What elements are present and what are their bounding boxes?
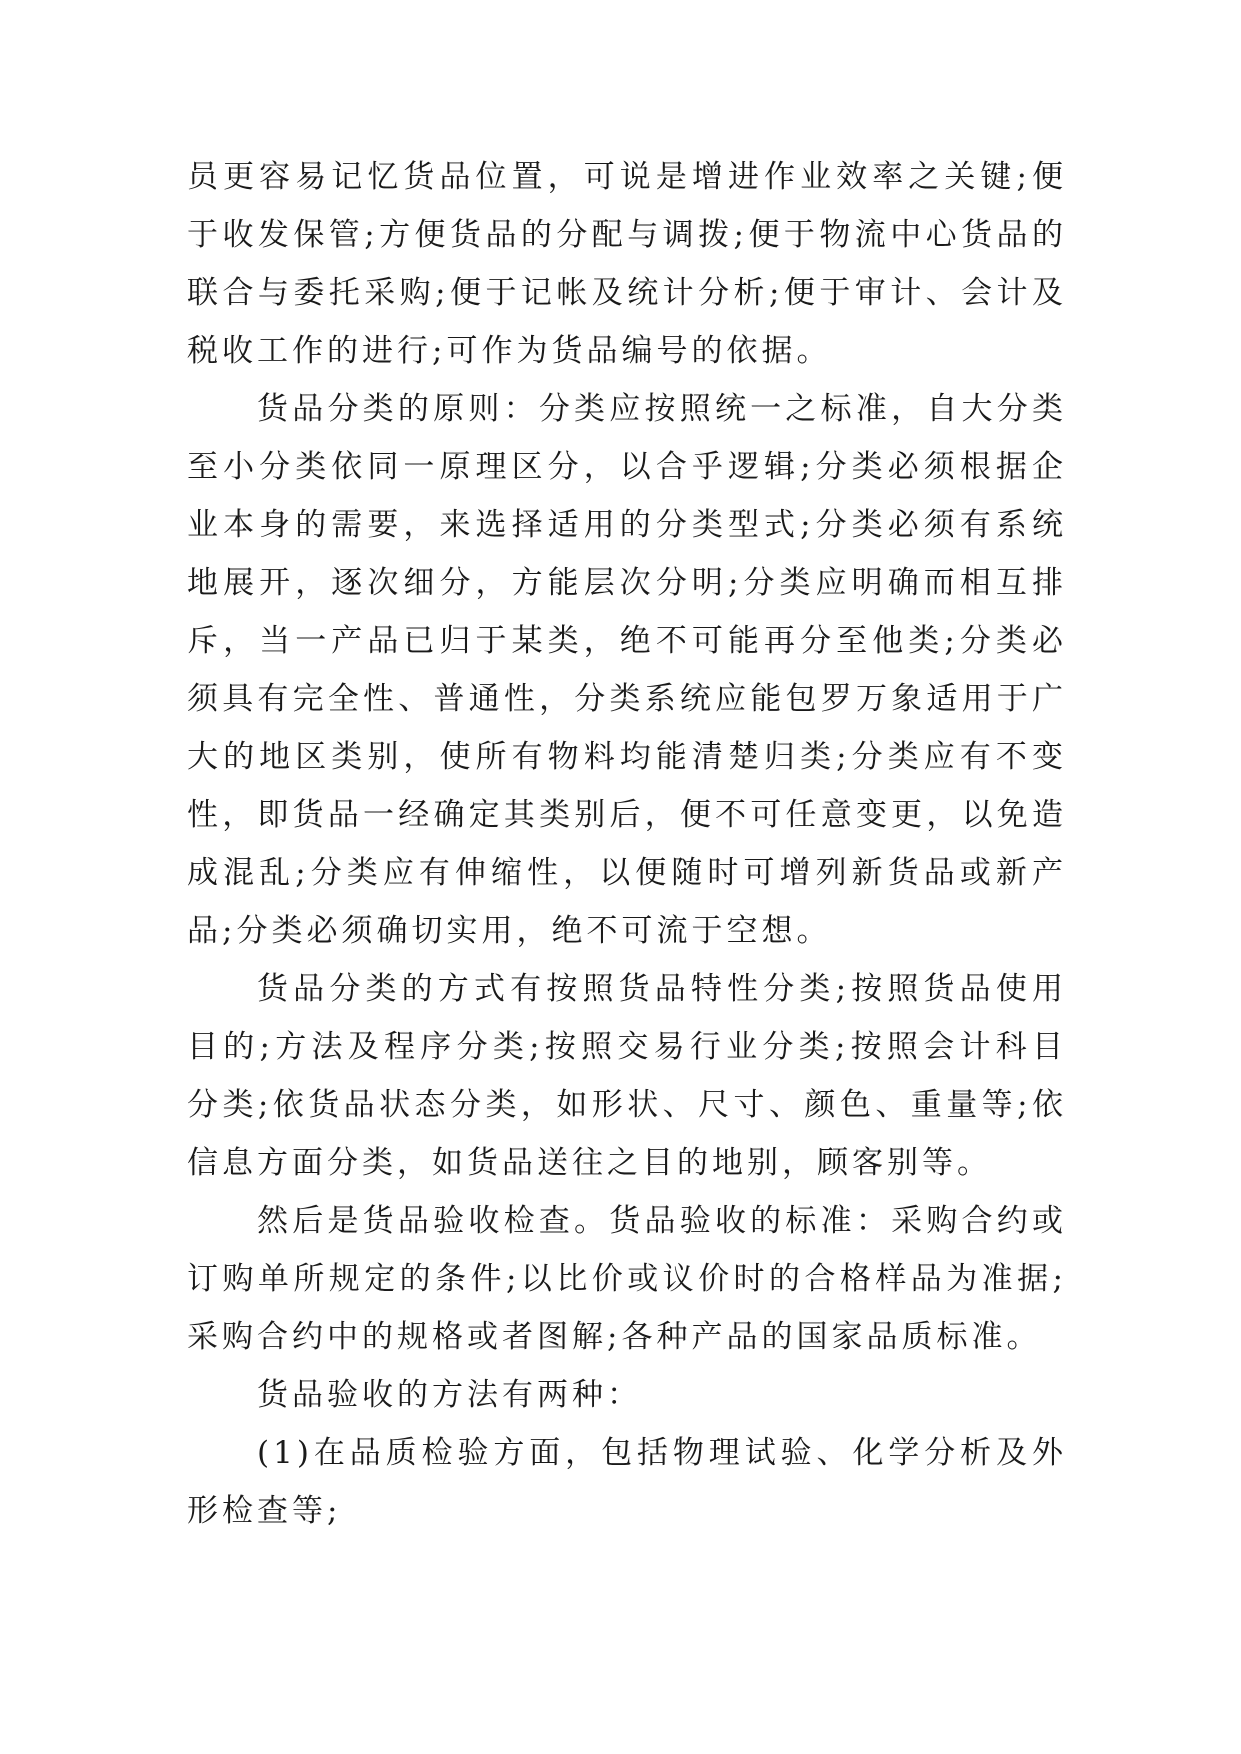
paragraph-inspection-standards: 然后是货品验收检查。货品验收的标准：采购合约或订购单所规定的条件;以比价或议价时的合格样品为准据;采购合约中的规格或者图解;各种产品的国家品质标准。 xyxy=(187,1203,1067,1355)
paragraph-classification-methods: 货品分类的方式有按照货品特性分类;按照货品使用目的;方法及程序分类;按照交易行业分类;按照会计科目分类;依货品状态分类，如形状、尺寸、颜色、重量等;依信息方面分类，如货品送往之目的地别，顾客别等。 xyxy=(187,971,1067,1181)
paragraph-classification-principles: 货品分类的原则：分类应按照统一之标准，自大分类至小分类依同一原理区分，以合乎逻辑;分类必须根据企业本身的需要，来选择适用的分类型式;分类必须有系统地展开，逐次细分，方能层次分明;分类应明确而相互排斥，当一产品已归于某类，绝不可能再分至他类;分类必须具有完全性、普通性，分类系统应能包罗万象适用于广大的地区类别，使所有物料均能清楚归类;分类应有不变性，即货品一经确定其类别后，便不可任意变更，以免造成混乱;分类应有伸缩性，以便随时可增列新货品或新产品;分类必须确切实用，绝不可流于空想。 xyxy=(187,391,1067,949)
paragraph-quality-inspection: (1)在品质检验方面，包括物理试验、化学分析及外形检查等; xyxy=(187,1435,1067,1529)
paragraph-inspection-methods-intro: 货品验收的方法有两种： xyxy=(257,1377,642,1413)
document-body xyxy=(187,148,1067,1540)
paragraph-continuation: 员更容易记忆货品位置，可说是增进作业效率之关键;便于收发保管;方便货品的分配与调拨;便于物流中心货品的联合与委托采购;便于记帐及统计分析;便于审计、会计及税收工作的进行;可作为货品编号的依据。 xyxy=(187,159,1067,369)
